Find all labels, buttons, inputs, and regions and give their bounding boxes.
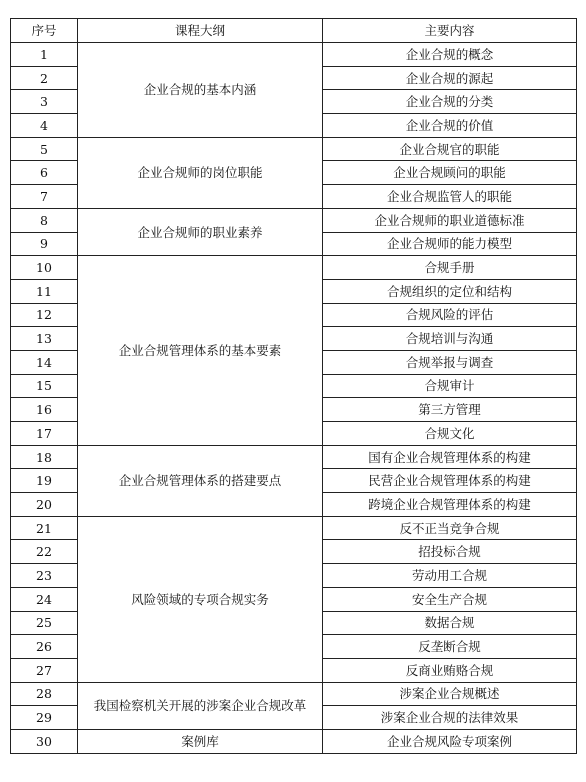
row-number: 12 (11, 303, 78, 327)
table-row (11, 137, 577, 161)
row-number: 10 (11, 256, 78, 280)
outline-topic: 企业合规的基本内涵 (78, 43, 323, 138)
row-content: 劳动用工合规 (323, 564, 577, 588)
row-number: 5 (11, 137, 78, 161)
row-content: 数据合规 (323, 611, 577, 635)
header-content: 主要内容 (323, 19, 577, 43)
row-content: 企业合规监管人的职能 (323, 185, 577, 209)
row-content: 企业合规顾问的职能 (323, 161, 577, 185)
outline-topic: 企业合规管理体系的搭建要点 (78, 445, 323, 516)
row-content: 企业合规的价值 (323, 114, 577, 138)
row-number: 7 (11, 185, 78, 209)
outline-topic: 案例库 (78, 729, 323, 753)
header-number: 序号 (11, 19, 78, 43)
row-number: 14 (11, 350, 78, 374)
row-content: 国有企业合规管理体系的构建 (323, 445, 577, 469)
row-content: 反商业贿赂合规 (323, 658, 577, 682)
row-number: 26 (11, 635, 78, 659)
row-content: 企业合规的概念 (323, 43, 577, 67)
row-number: 18 (11, 445, 78, 469)
row-number: 25 (11, 611, 78, 635)
outline-topic: 企业合规师的岗位职能 (78, 137, 323, 208)
row-content: 合规举报与调查 (323, 350, 577, 374)
row-number: 15 (11, 374, 78, 398)
outline-topic: 企业合规师的职业素养 (78, 208, 323, 255)
row-content: 企业合规师的职业道德标准 (323, 208, 577, 232)
table-row (11, 516, 577, 540)
row-content: 安全生产合规 (323, 587, 577, 611)
row-content: 民营企业合规管理体系的构建 (323, 469, 577, 493)
table-row (11, 208, 577, 232)
row-number: 19 (11, 469, 78, 493)
row-number: 3 (11, 90, 78, 114)
row-content: 企业合规官的职能 (323, 137, 577, 161)
table-row (11, 445, 577, 469)
row-content: 企业合规风险专项案例 (323, 729, 577, 753)
row-number: 16 (11, 398, 78, 422)
table-row (11, 729, 577, 753)
row-content: 合规审计 (323, 374, 577, 398)
row-content: 跨境企业合规管理体系的构建 (323, 493, 577, 517)
row-number: 23 (11, 564, 78, 588)
row-content: 反不正当竞争合规 (323, 516, 577, 540)
header-outline: 课程大纲 (78, 19, 323, 43)
row-number: 21 (11, 516, 78, 540)
row-number: 17 (11, 422, 78, 446)
row-number: 9 (11, 232, 78, 256)
row-number: 29 (11, 706, 78, 730)
outline-topic: 风险领域的专项合规实务 (78, 516, 323, 682)
row-content: 合规手册 (323, 256, 577, 280)
row-content: 企业合规的源起 (323, 66, 577, 90)
row-content: 第三方管理 (323, 398, 577, 422)
table-body (11, 43, 577, 754)
row-content: 合规文化 (323, 422, 577, 446)
row-content: 合规培训与沟通 (323, 327, 577, 351)
row-content: 涉案企业合规概述 (323, 682, 577, 706)
row-number: 27 (11, 658, 78, 682)
row-number: 22 (11, 540, 78, 564)
row-content: 企业合规师的能力模型 (323, 232, 577, 256)
course-outline-table (10, 18, 577, 754)
row-number: 20 (11, 493, 78, 517)
outline-topic: 企业合规管理体系的基本要素 (78, 256, 323, 446)
row-number: 4 (11, 114, 78, 138)
row-number: 2 (11, 66, 78, 90)
row-number: 28 (11, 682, 78, 706)
row-number: 30 (11, 729, 78, 753)
row-number: 1 (11, 43, 78, 67)
row-number: 11 (11, 279, 78, 303)
row-number: 13 (11, 327, 78, 351)
course-outline-table-wrapper (10, 18, 576, 754)
row-content: 合规风险的评估 (323, 303, 577, 327)
header-row (11, 19, 577, 43)
table-row (11, 682, 577, 706)
table-row (11, 256, 577, 280)
row-number: 8 (11, 208, 78, 232)
outline-topic: 我国检察机关开展的涉案企业合规改革 (78, 682, 323, 729)
row-number: 24 (11, 587, 78, 611)
row-content: 招投标合规 (323, 540, 577, 564)
row-content: 合规组织的定位和结构 (323, 279, 577, 303)
row-content: 涉案企业合规的法律效果 (323, 706, 577, 730)
row-content: 反垄断合规 (323, 635, 577, 659)
table-row (11, 43, 577, 67)
row-content: 企业合规的分类 (323, 90, 577, 114)
row-number: 6 (11, 161, 78, 185)
